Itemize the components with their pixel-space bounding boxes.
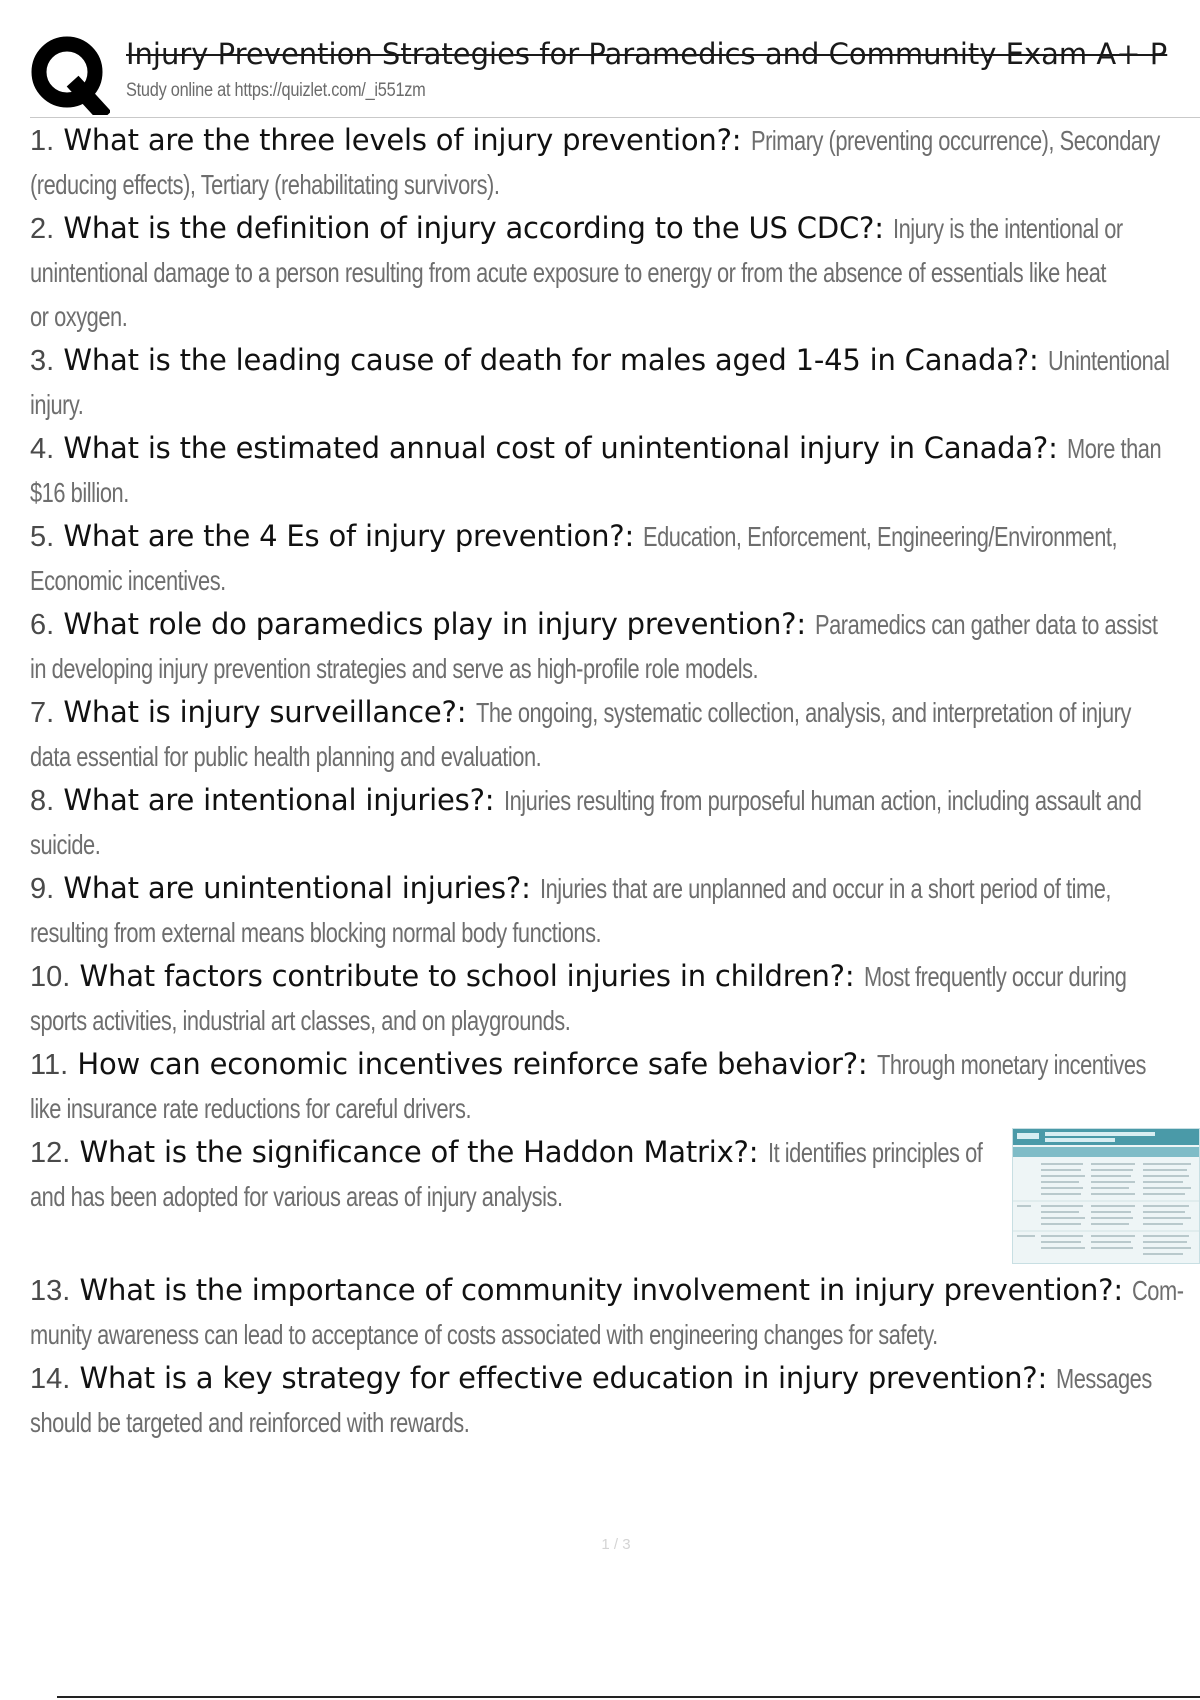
item-number: 6. bbox=[30, 609, 55, 641]
page-number: 1 / 3 bbox=[601, 1536, 631, 1553]
bottom-divider bbox=[57, 1696, 1200, 1698]
qa-item-9 bbox=[30, 866, 1200, 954]
study-online-link[interactable]: Study online at https://quizlet.com/_i551zm bbox=[126, 80, 426, 101]
answer: should be targeted and reinforced with rewards. bbox=[30, 1407, 470, 1438]
question: What is the definition of injury according to the US CDC?: bbox=[63, 211, 884, 245]
answer: Through monetary incentives bbox=[876, 1049, 1146, 1080]
answer: The ongoing, systematic collection, analysis, and interpretation of injury bbox=[475, 697, 1131, 728]
answer: (reducing effects), Tertiary (rehabilitating survivors). bbox=[30, 169, 500, 200]
answer: More than bbox=[1066, 433, 1162, 464]
qa-item-1 bbox=[30, 118, 1200, 206]
qa-item-3 bbox=[30, 338, 1200, 426]
document-title: Injury Prevention Strategies for Paramedics and Community Exam A+ P bbox=[126, 37, 1168, 71]
question: What is the significance of the Haddon Matrix?: bbox=[79, 1135, 759, 1169]
answer: like insurance rate reductions for careful drivers. bbox=[30, 1093, 472, 1124]
answer: Most frequently occur during bbox=[863, 961, 1127, 992]
qa-item-10 bbox=[30, 954, 1200, 1042]
item-number: 2. bbox=[30, 213, 55, 245]
item-number: 1. bbox=[30, 125, 55, 157]
item-number: 13. bbox=[30, 1275, 71, 1307]
question: What is the estimated annual cost of unintentional injury in Canada?: bbox=[63, 431, 1058, 465]
answer: Injuries that are unplanned and occur in a short period of time, bbox=[539, 873, 1111, 904]
answer: suicide. bbox=[30, 829, 101, 860]
answer: in developing injury prevention strategies and serve as high-profile role models. bbox=[30, 653, 759, 684]
answer: Injuries resulting from purposeful human action, including assault and bbox=[503, 785, 1141, 816]
answer: munity awareness can lead to acceptance of costs associated with engineering changes for safety. bbox=[30, 1319, 938, 1350]
answer: Paramedics can gather data to assist bbox=[815, 609, 1158, 640]
qa-item-4 bbox=[30, 426, 1200, 514]
item-number: 7. bbox=[30, 697, 55, 729]
question: What are unintentional injuries?: bbox=[63, 871, 531, 905]
item-number: 11. bbox=[30, 1049, 69, 1081]
question: What is injury surveillance?: bbox=[63, 695, 467, 729]
answer: injury. bbox=[30, 389, 84, 420]
question: What is the leading cause of death for males aged 1-45 in Canada?: bbox=[63, 343, 1039, 377]
item-number: 10. bbox=[30, 961, 71, 993]
answer: $16 billion. bbox=[30, 477, 129, 508]
item-number: 4. bbox=[30, 433, 55, 465]
qa-item-5 bbox=[30, 514, 1200, 602]
item-number: 3. bbox=[30, 345, 55, 377]
item-number: 12. bbox=[30, 1137, 71, 1169]
answer: sports activities, industrial art classes, and on playgrounds. bbox=[30, 1005, 571, 1036]
item-number: 9. bbox=[30, 873, 55, 905]
question: How can economic incentives reinforce safe behavior?: bbox=[77, 1047, 868, 1081]
question: What is the importance of community involvement in injury prevention?: bbox=[79, 1273, 1123, 1307]
answer: Primary (preventing occurrence), Secondary bbox=[750, 125, 1160, 156]
qa-item-7 bbox=[30, 690, 1200, 778]
answer: Unintentional bbox=[1047, 345, 1170, 376]
haddon-matrix-thumbnail bbox=[1012, 1128, 1200, 1264]
item-number: 8. bbox=[30, 785, 55, 817]
question: What are the 4 Es of injury prevention?: bbox=[63, 519, 635, 553]
qa-item-6 bbox=[30, 602, 1200, 690]
table-thumbnail-image bbox=[1013, 1129, 1200, 1264]
answer: data essential for public health planning and evaluation. bbox=[30, 741, 542, 772]
question: What are the three levels of injury prevention?: bbox=[63, 123, 742, 157]
answer: Economic incentives. bbox=[30, 565, 226, 596]
qa-item-13 bbox=[30, 1268, 1200, 1356]
item-number: 5. bbox=[30, 521, 55, 553]
answer: It identifies principles of bbox=[767, 1137, 982, 1168]
qa-item-8 bbox=[30, 778, 1200, 866]
answer: Injury is the intentional or bbox=[892, 213, 1123, 244]
quizlet-logo-icon bbox=[30, 35, 110, 115]
qa-item-14 bbox=[30, 1356, 1200, 1444]
question: What is a key strategy for effective education in injury prevention?: bbox=[79, 1361, 1048, 1395]
answer: Messages bbox=[1056, 1363, 1153, 1394]
answer: or oxygen. bbox=[30, 301, 128, 332]
answer: Education, Enforcement, Engineering/Environment, bbox=[643, 521, 1118, 552]
question: What factors contribute to school injuries in children?: bbox=[79, 959, 855, 993]
answer: unintentional damage to a person resulting from acute exposure to energy or from the absence of essentials like heat bbox=[30, 257, 1106, 288]
qa-item-11 bbox=[30, 1042, 1200, 1130]
answer: resulting from external means blocking normal body functions. bbox=[30, 917, 602, 948]
answer: and has been adopted for various areas of injury analysis. bbox=[30, 1181, 563, 1212]
page-header bbox=[30, 30, 1200, 118]
question: What role do paramedics play in injury prevention?: bbox=[63, 607, 806, 641]
item-number: 14. bbox=[30, 1363, 71, 1395]
qa-item-2 bbox=[30, 206, 1200, 338]
question: What are intentional injuries?: bbox=[63, 783, 495, 817]
answer: Com- bbox=[1132, 1275, 1184, 1306]
